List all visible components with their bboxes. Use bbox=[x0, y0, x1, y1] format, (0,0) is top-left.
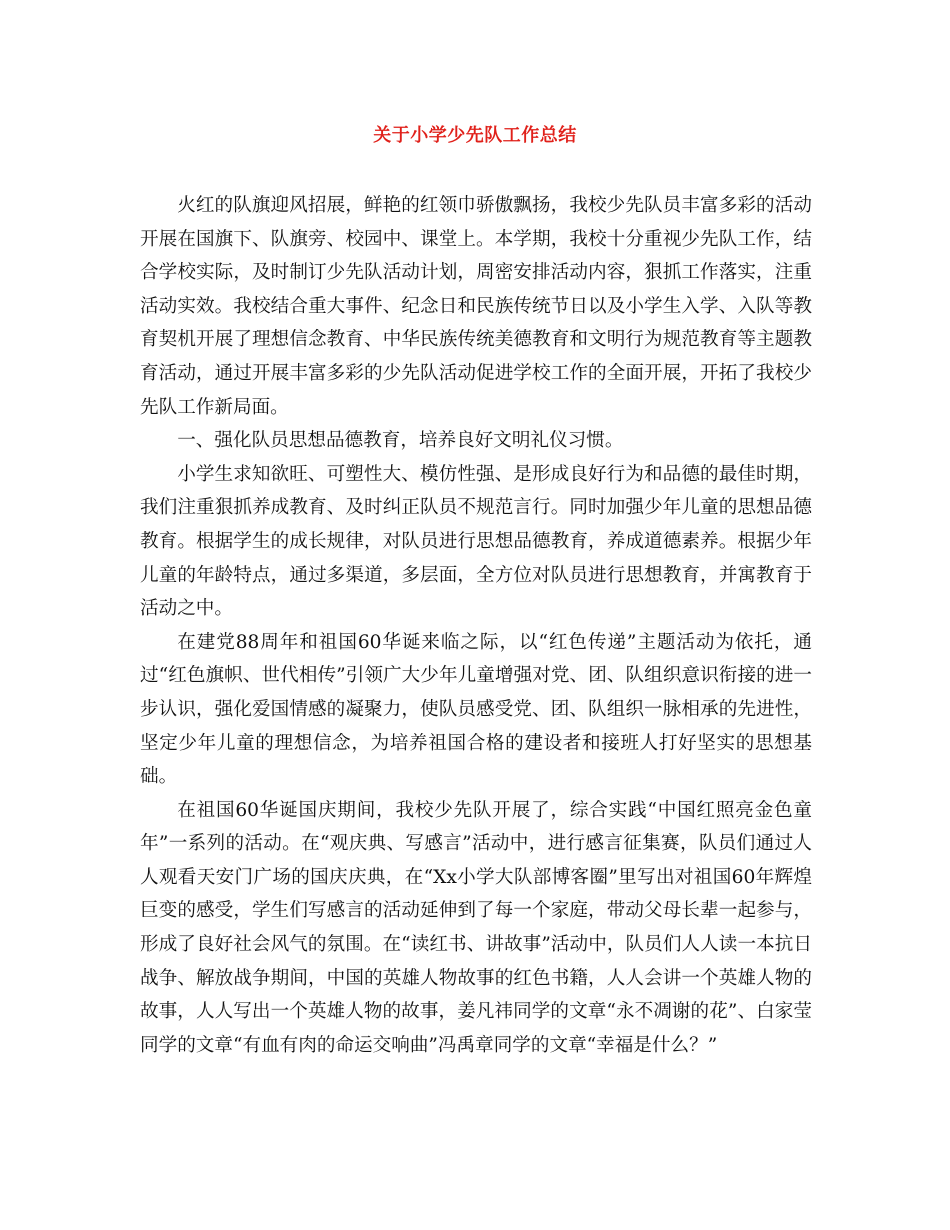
paragraph-party-anniversary: 在建党88周年和祖国60华诞来临之际，以“红色传递”主题活动为依托，通过“红色旗帜、世代相传”引领广大少年儿童增强对党、团、队组织意识衔接的进一步认识，强化爱国情感的凝聚力，使队员感受党、团、队组织一脉相承的先进性，坚定少年儿童的理想信念，为培养祖国合格的建设者和接班人打好坚实的思想基础。 bbox=[140, 631, 812, 788]
paragraph-intro: 火红的队旗迎风招展，鲜艳的红领巾骄傲飘扬，我校少先队员丰富多彩的活动开展在国旗下、队旗旁、校园中、课堂上。本学期，我校十分重视少先队工作，结合学校实际，及时制订少先队活动计划，周密安排活动内容，狠抓工作落实，注重活动实效。我校结合重大事件、纪念日和民族传统节日以及小学生入学、入队等教育契机开展了理想信念教育、中华民族传统美德教育和文明行为规范教育等主题教育活动，通过开展丰富多彩的少先队活动促进学校工作的全面开展，开拓了我校少先队工作新局面。 bbox=[140, 195, 812, 418]
document-title: 关于小学少先队工作总结 bbox=[373, 125, 577, 146]
paragraph-national-day: 在祖国60华诞国庆期间，我校少先队开展了，综合实践“中国红照亮金色童年”一系列的活动。在“观庆典、写感言”活动中，进行感言征集赛，队员们通过人人观看天安门广场的国庆庆典，在“Xx小学大队部博客圈”里写出对祖国60年辉煌巨变的感受，学生们写感言的活动延伸到了每一个家庭，带动父母长辈一起参与，形成了良好社会风气的氛围。在“读红书、讲故事”活动中，队员们人人读一本抗日战争、解放战争期间，中国的英雄人物故事的红色书籍，人人会讲一个英雄人物的故事，人人写出一个英雄人物的故事，姜凡祎同学的文章“永不凋谢的花”、白家莹同学的文章“有血有肉的命运交响曲”冯禹章同学的文章“幸福是什么？” bbox=[140, 799, 812, 1056]
section-heading-1: 一、强化队员思想品德教育，培养良好文明礼仪习惯。 bbox=[177, 430, 624, 452]
document-body bbox=[140, 189, 812, 1062]
paragraph-moral-education: 小学生求知欲旺、可塑性大、模仿性强、是形成良好行为和品德的最佳时期，我们注重狠抓养成教育、及时纠正队员不规范言行。同时加强少年儿童的思想品德教育。根据学生的成长规律，对队员进行思想品德教育，养成道德素养。根据少年儿童的年龄特点，通过多渠道，多层面，全方位对队员进行思想教育，并寓教育于活动之中。 bbox=[140, 463, 812, 620]
